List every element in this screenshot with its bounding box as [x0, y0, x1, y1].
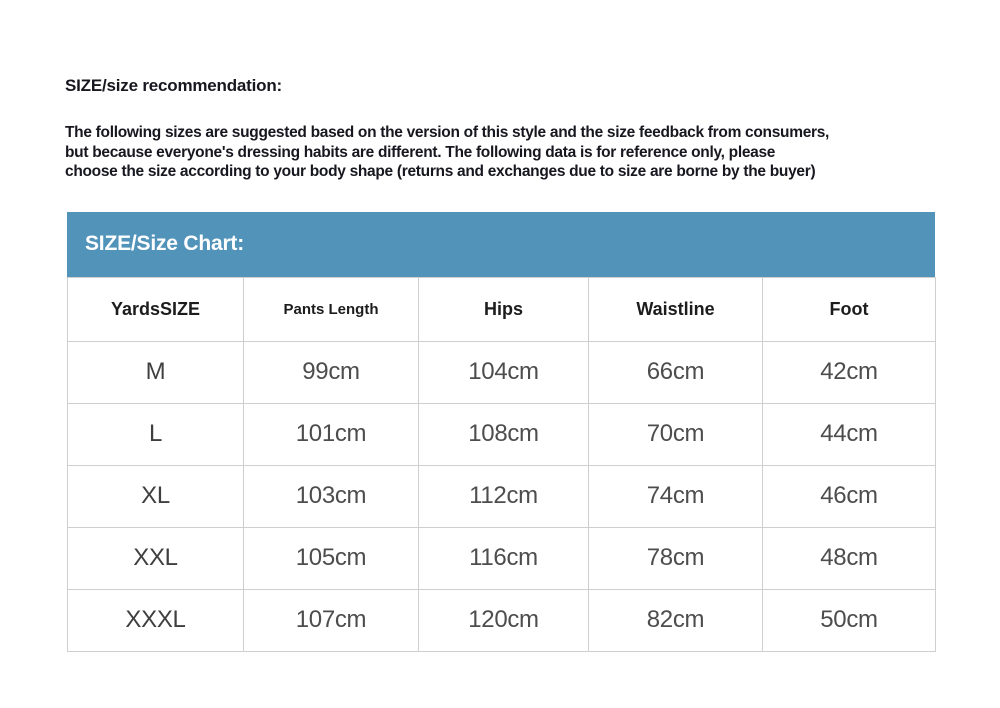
column-header-hips: Hips — [419, 277, 589, 341]
size-chart-table — [67, 277, 936, 652]
value-cell: 48cm — [763, 527, 936, 589]
value-cell: 66cm — [589, 341, 763, 403]
table-row-m — [68, 341, 936, 403]
size-recommendation-note — [65, 123, 940, 182]
value-cell: 78cm — [589, 527, 763, 589]
table-row-xxxl — [68, 589, 936, 651]
table-row-xxl — [68, 527, 936, 589]
size-cell: XXL — [68, 527, 244, 589]
note-line-3: choose the size according to your body shape (returns and exchanges due to size are borne by the buyer) — [65, 163, 816, 180]
size-chart-title: SIZE/Size Chart: — [85, 232, 244, 255]
note-line-2: but because everyone's dressing habits are different. The following data is for reference only, please — [65, 143, 776, 161]
size-cell: L — [68, 403, 244, 465]
page-heading: SIZE/size recommendation: — [65, 76, 282, 95]
size-cell: XL — [68, 465, 244, 527]
value-cell: 74cm — [589, 465, 763, 527]
table-row-l — [68, 403, 936, 465]
value-cell: 82cm — [589, 589, 763, 651]
value-cell: 107cm — [244, 589, 419, 651]
size-chart-title-bar — [67, 212, 935, 277]
value-cell: 103cm — [244, 465, 419, 527]
value-cell: 108cm — [419, 403, 589, 465]
value-cell: 46cm — [763, 465, 936, 527]
value-cell: 104cm — [419, 341, 589, 403]
value-cell: 44cm — [763, 403, 936, 465]
value-cell: 99cm — [244, 341, 419, 403]
size-cell: M — [68, 341, 244, 403]
value-cell: 105cm — [244, 527, 419, 589]
value-cell: 112cm — [419, 465, 589, 527]
column-header-waistline: Waistline — [589, 277, 763, 341]
value-cell: 70cm — [589, 403, 763, 465]
size-cell: XXXL — [68, 589, 244, 651]
table-header-row — [68, 277, 936, 341]
value-cell: 101cm — [244, 403, 419, 465]
column-header-size: YardsSIZE — [68, 277, 244, 341]
value-cell: 50cm — [763, 589, 936, 651]
value-cell: 116cm — [419, 527, 589, 589]
column-header-foot: Foot — [763, 277, 936, 341]
value-cell: 120cm — [419, 589, 589, 651]
column-header-pants-length: Pants Length — [244, 277, 419, 341]
table-row-xl — [68, 465, 936, 527]
value-cell: 42cm — [763, 341, 936, 403]
note-line-1: The following sizes are suggested based on the version of this style and the size feedback from consumers, — [65, 124, 830, 141]
